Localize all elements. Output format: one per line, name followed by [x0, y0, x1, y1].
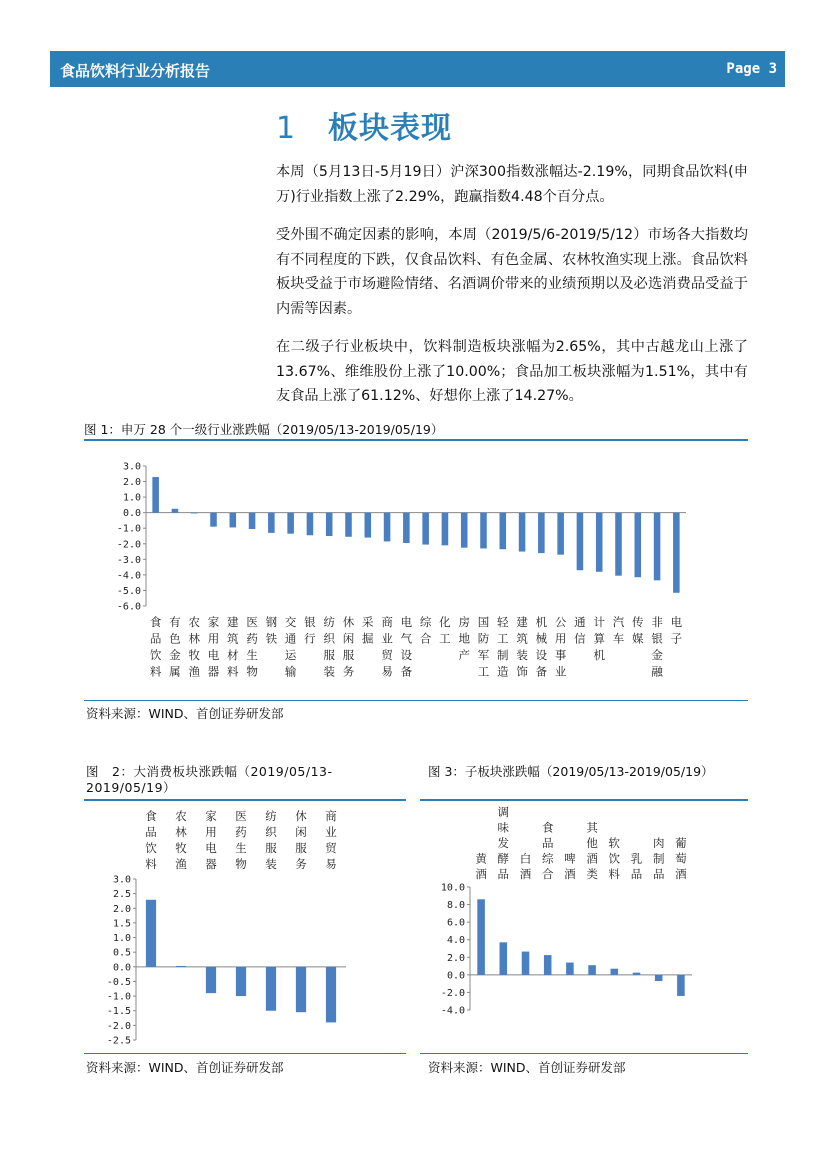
bar: [176, 966, 186, 967]
y-tick-label: -4.0: [116, 570, 141, 582]
category-label: 其他酒类: [586, 820, 598, 881]
bar: [615, 513, 622, 576]
category-label: 非银金融: [651, 615, 663, 679]
bar: [172, 509, 179, 513]
y-tick-label: -6.0: [116, 601, 141, 613]
category-label: 房地产: [458, 615, 470, 662]
figure-2-title: 图 2：大消费板块涨跌幅（2019/05/13-2019/05/19）: [86, 764, 333, 795]
bar: [461, 513, 468, 548]
bar: [345, 513, 352, 537]
bar: [538, 513, 545, 553]
y-tick-label: -2.5: [106, 1035, 131, 1047]
category-label: 交通运输: [284, 615, 297, 679]
figure-1-title: 图 1：申万 28 个一级行业涨跌幅（2019/05/13-2019/05/19）: [84, 422, 444, 437]
figure-1-top-rule: [84, 439, 748, 441]
report-header: [50, 51, 785, 87]
category-label: 传媒: [632, 615, 644, 646]
bar: [236, 967, 246, 996]
category-label: 电气设备: [400, 615, 413, 679]
category-label: 机械设备: [535, 615, 548, 679]
category-label: 软饮料: [608, 836, 621, 881]
section-number: 1: [276, 111, 297, 146]
y-tick-label: 1.0: [122, 492, 141, 504]
category-label: 农林牧渔: [188, 615, 200, 679]
bar: [191, 513, 198, 514]
category-label: 电子: [670, 615, 683, 646]
category-label: 啤酒: [564, 851, 576, 881]
y-tick-label: 3.0: [122, 461, 141, 473]
bar: [557, 513, 564, 555]
category-label: 白酒: [519, 851, 532, 881]
bar: [326, 513, 333, 536]
category-label: 轻工制造: [497, 615, 509, 679]
y-tick-label: 0.0: [446, 970, 465, 982]
figure-1-source: 资料来源：WIND、首创证券研发部: [86, 706, 284, 721]
bar: [384, 513, 391, 542]
category-label: 汽车: [612, 615, 625, 646]
figure-3-bottom-rule: [420, 1053, 748, 1054]
bar: [403, 513, 410, 543]
category-label: 建筑材料: [227, 615, 239, 679]
category-label: 肉制品: [652, 836, 665, 881]
bar: [566, 963, 574, 975]
bar: [206, 967, 216, 993]
figure-2-bottom-rule: [84, 1053, 406, 1054]
bar: [146, 900, 156, 967]
category-label: 计算机: [593, 615, 605, 662]
y-tick-label: 0.5: [112, 947, 131, 959]
bar: [268, 513, 275, 533]
category-label: 休闲服务: [342, 615, 355, 679]
category-label: 公用事业: [554, 615, 567, 679]
y-tick-label: 2.0: [112, 903, 131, 915]
figure-3-source: 资料来源：WIND、首创证券研发部: [428, 1060, 626, 1075]
y-tick-label: -2.0: [440, 987, 465, 999]
y-tick-label: 1.0: [112, 933, 131, 945]
y-tick-label: -2.0: [106, 1020, 131, 1032]
figure-3-chart: [420, 802, 748, 1052]
category-label: 钢铁: [265, 615, 278, 646]
y-tick-label: -5.0: [116, 585, 141, 597]
y-tick-label: 10.0: [440, 882, 465, 894]
y-tick-label: -3.0: [116, 554, 141, 566]
category-label: 纺织服装: [323, 615, 335, 679]
report-title: 食品饮料行业分析报告: [60, 62, 211, 80]
paragraph-2: 受外围不确定因素的影响，本周（2019/5/6-2019/5/12）市场各大指数均有不同程度的下跌，仅食品饮料、有色金属、农林牧渔实现上涨。食品饮料板块受益于市场避险情绪、名酒调价带来的业绩预期以及必选消费品受益于内需等因素。: [276, 227, 748, 317]
bar: [500, 513, 507, 550]
y-tick-label: -1.5: [106, 1006, 131, 1018]
category-label: 家用电器: [207, 615, 220, 679]
category-label: 医药生物: [235, 809, 247, 871]
category-label: 食品饮料: [145, 809, 157, 871]
section-heading: [276, 103, 452, 147]
section-title: 板块表现: [328, 111, 452, 146]
bar: [152, 477, 159, 513]
y-tick-label: -2.0: [116, 539, 141, 551]
category-label: 休闲服务: [295, 809, 307, 871]
y-tick-label: 3.0: [112, 874, 131, 886]
bar: [655, 975, 663, 981]
category-label: 食品综合: [541, 820, 554, 881]
y-tick-label: 1.5: [112, 918, 131, 930]
figure-1-bottom-rule: [84, 700, 748, 701]
bar: [307, 513, 314, 536]
category-label: 综合: [419, 615, 432, 646]
bar: [296, 967, 306, 1012]
bar: [673, 513, 680, 593]
bar: [677, 975, 685, 996]
category-label: 家用电器: [205, 809, 217, 871]
bar: [230, 513, 237, 528]
category-label: 国防军工: [477, 615, 490, 679]
category-label: 银行: [304, 615, 316, 646]
y-tick-label: 6.0: [446, 917, 465, 929]
category-label: 通信: [574, 615, 586, 646]
category-label: 农林牧渔: [175, 809, 187, 871]
category-label: 食品饮料: [149, 615, 162, 679]
y-tick-label: -4.0: [440, 1005, 465, 1017]
bar: [522, 952, 530, 975]
bar: [422, 513, 429, 545]
figure-2-source: 资料来源：WIND、首创证券研发部: [86, 1060, 284, 1075]
bar: [480, 513, 487, 549]
bar: [442, 513, 449, 546]
bar: [249, 513, 256, 529]
category-label: 调味发酵品: [497, 805, 510, 881]
bar: [477, 899, 485, 975]
figure-2-top-rule: [84, 799, 406, 801]
category-label: 建筑装饰: [516, 615, 528, 679]
bar: [326, 967, 336, 1023]
y-tick-label: 2.0: [446, 952, 465, 964]
bar: [266, 967, 276, 1011]
bar: [544, 955, 552, 975]
category-label: 商业贸易: [325, 809, 337, 871]
paragraph-1: 本周（5月13日-5月19日）沪深300指数涨幅达-2.19%，同期食品饮料(申万)行业指数上涨了2.29%，跑赢指数4.48个百分点。: [276, 164, 748, 205]
category-label: 化工: [439, 615, 451, 646]
category-label: 纺织服装: [265, 809, 277, 871]
bar: [588, 965, 596, 975]
bar: [635, 513, 642, 578]
bar: [596, 513, 603, 572]
bar: [611, 969, 619, 975]
y-tick-label: 2.5: [112, 889, 131, 901]
page-number: Page 3: [726, 61, 777, 77]
figure-1-chart: [84, 442, 748, 700]
category-label: 商业贸易: [381, 615, 393, 679]
category-label: 采掘: [362, 615, 374, 646]
paragraph-3: 在二级子行业板块中，饮料制造板块涨幅为2.65%，其中古越龙山上涨了13.67%、维维股份上涨了10.00%；食品加工板块涨幅为1.51%，其中有友食品上涨了61.12%、好想你上涨了14.27%。: [276, 339, 748, 404]
category-label: 葡萄酒: [675, 836, 687, 881]
y-tick-label: 0.0: [122, 508, 141, 520]
y-tick-label: 4.0: [446, 935, 465, 947]
figure-3-top-rule: [420, 799, 748, 801]
bar: [633, 973, 641, 975]
bar: [654, 513, 661, 581]
y-tick-label: -1.0: [116, 523, 141, 535]
category-label: 医药生物: [246, 615, 258, 679]
bar: [519, 513, 526, 552]
bar: [287, 513, 294, 534]
y-tick-label: -0.5: [106, 976, 131, 988]
figure-3-title: 图 3：子板块涨跌幅（2019/05/13-2019/05/19）: [428, 764, 714, 779]
bar: [577, 513, 584, 571]
bar: [210, 513, 217, 527]
y-tick-label: -1.0: [106, 991, 131, 1003]
y-tick-label: 0.0: [112, 962, 131, 974]
category-label: 乳品: [630, 851, 643, 881]
bar: [500, 942, 508, 975]
category-label: 黄酒: [475, 851, 487, 881]
figure-2-chart: [84, 802, 406, 1052]
category-label: 有色金属: [169, 615, 181, 679]
y-tick-label: 2.0: [122, 477, 141, 489]
bar: [365, 513, 372, 538]
y-tick-label: 8.0: [446, 900, 465, 912]
